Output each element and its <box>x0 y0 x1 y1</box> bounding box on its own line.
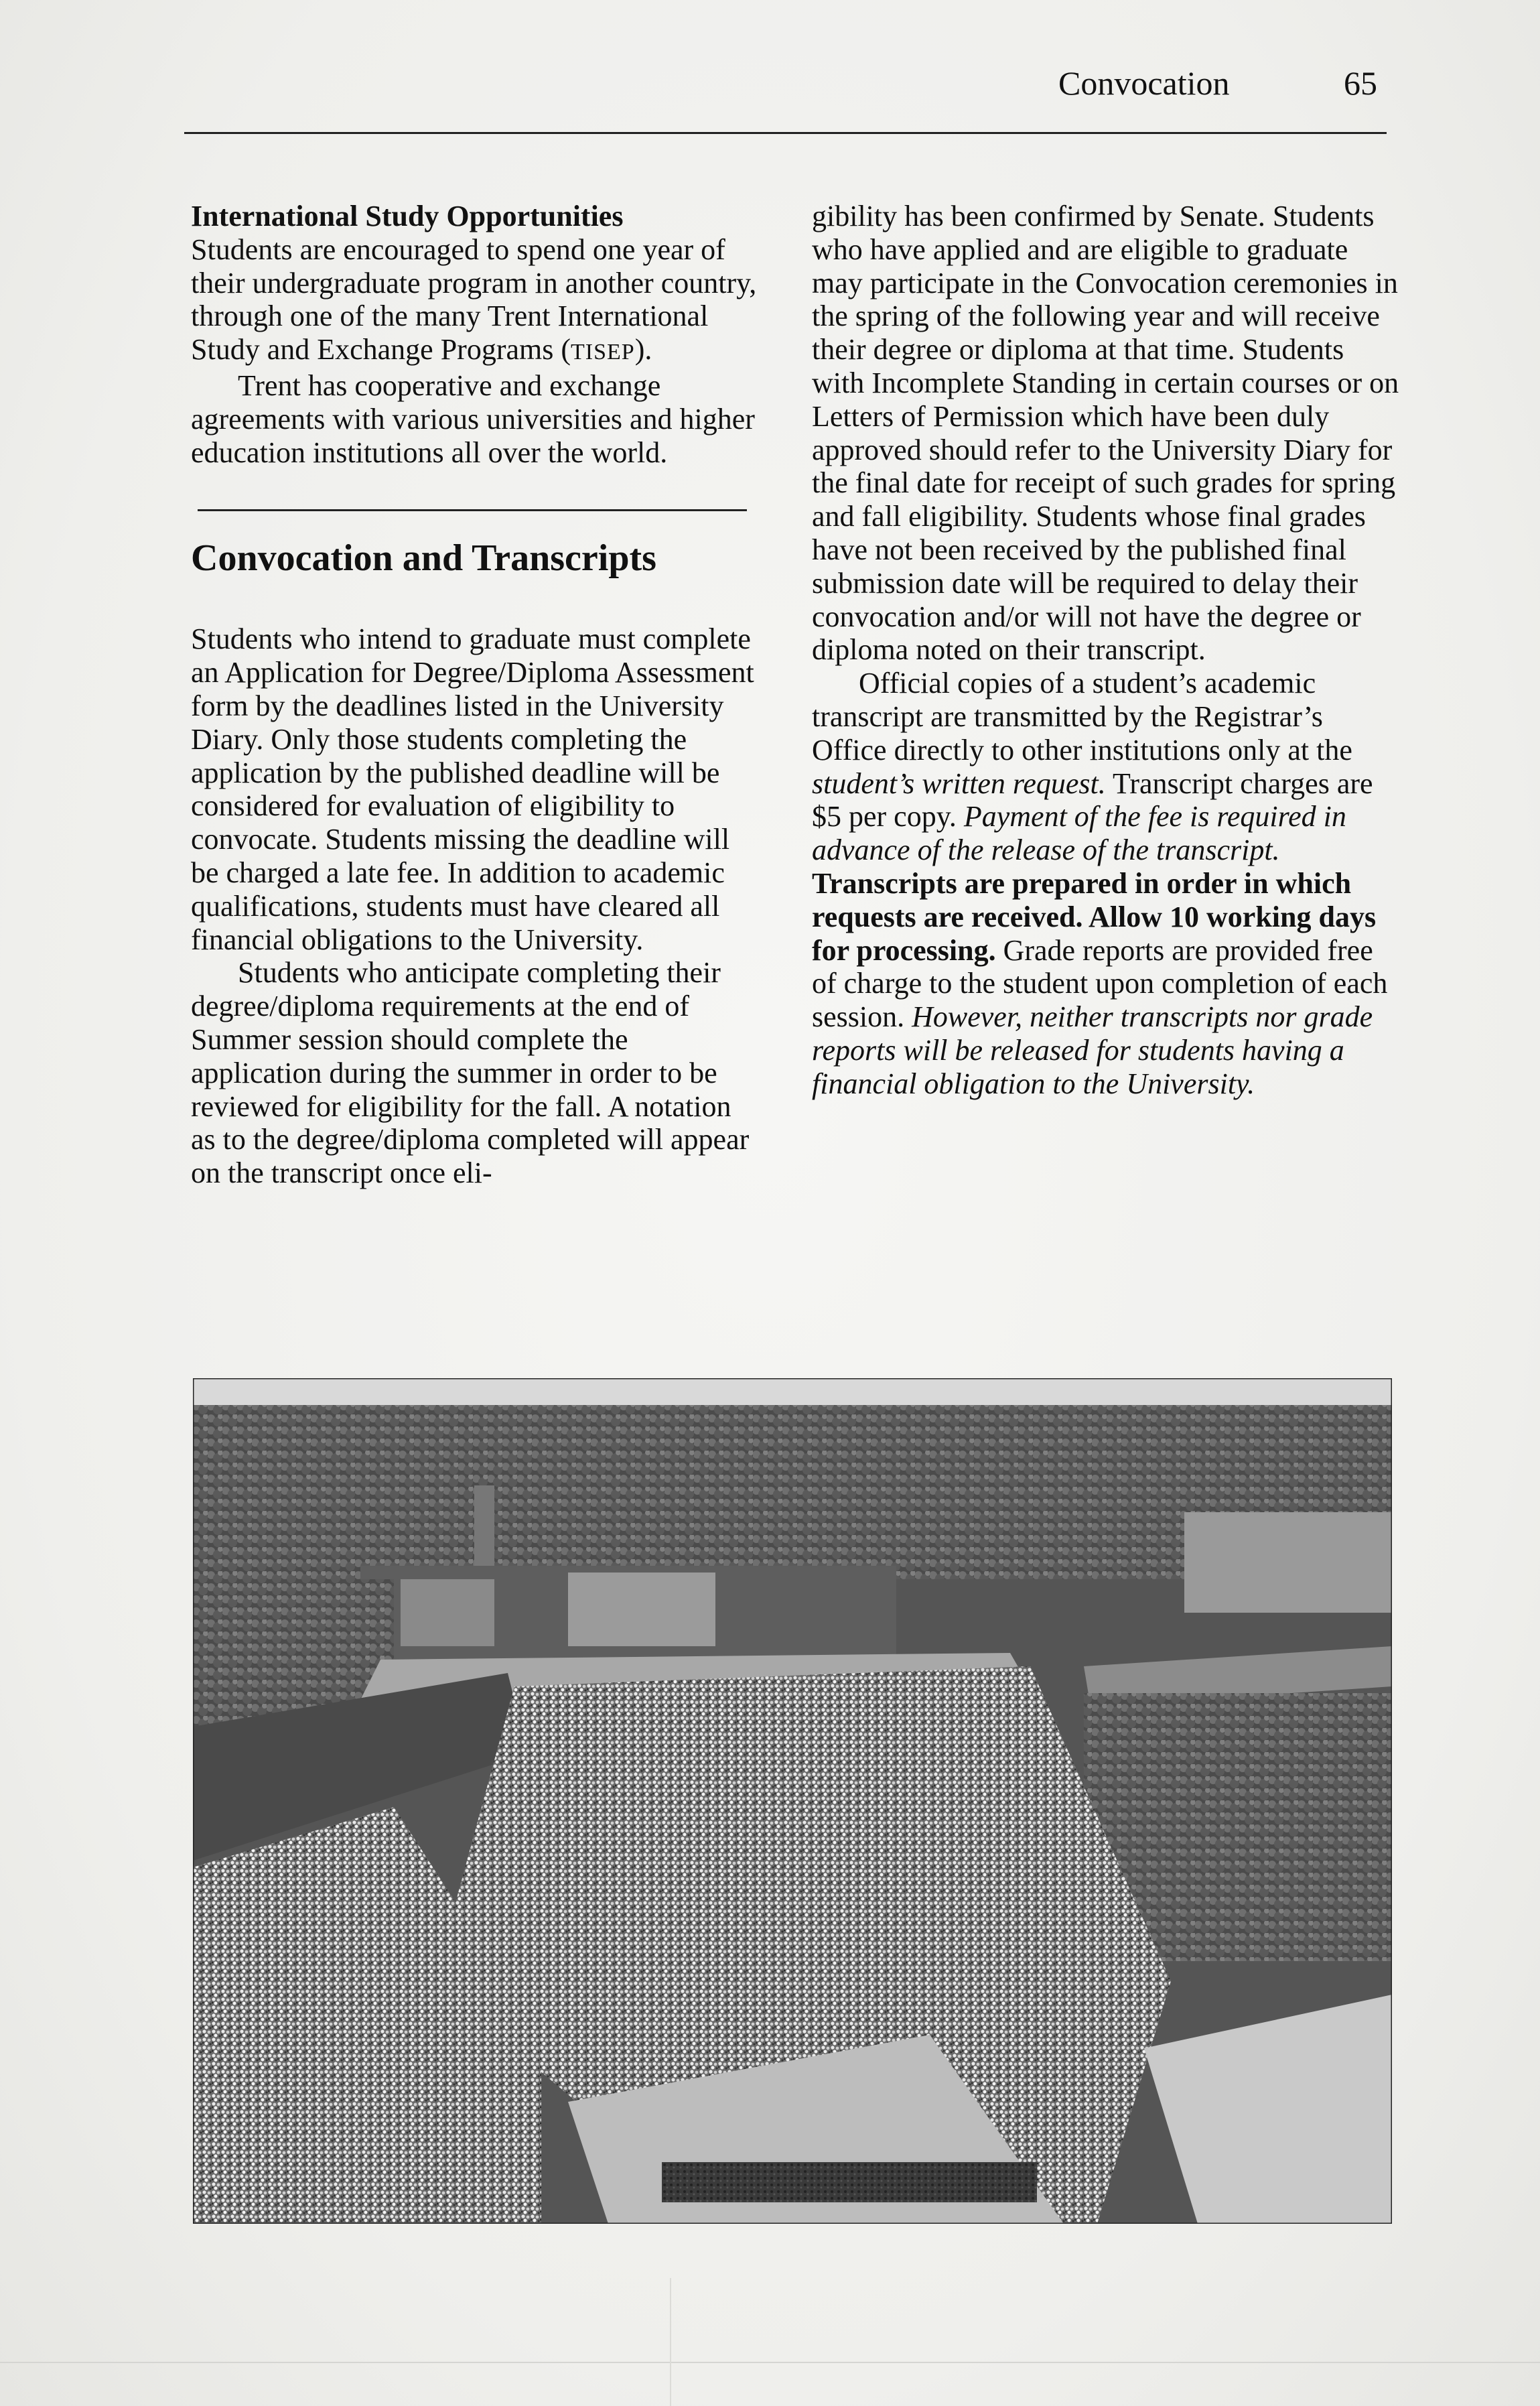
running-head-section: Convocation <box>1058 64 1230 102</box>
transcript-italic-1: student’s written request. <box>812 766 1106 800</box>
eligibility-paragraph: gibility has been confirmed by Senate. Students who have applied and are eligible to graduate may participate in the Convocation ceremonies in the spring of the following year and will receive their degree or diploma at that time. Students with Incomplete Standing in certain courses or on Letters of Permission which have been duly approved should refer to the University Diary for the final date for receipt of such grades for spring and fall eligibility. Students whose final grades have not been received by the published final submission date will be required to delay their convocation and/or will not have the degree or diploma noted on their transcript. <box>812 200 1399 667</box>
intl-study-heading: International Study Opportunities <box>191 200 624 232</box>
intl-para1-close: ). <box>634 333 652 366</box>
left-column <box>191 200 760 1190</box>
transcript-paragraph <box>812 667 1401 1100</box>
transcript-italic-3: However, neither transcripts nor grade reports will be released for students having a financial obligation to the University. <box>812 1000 1373 1100</box>
right-column <box>812 200 1401 1101</box>
transcript-italic-2: Payment of the fee is required in advance of the release of the transcript. <box>812 800 1346 867</box>
convocation-photo <box>193 1378 1392 2224</box>
section-rule <box>198 509 747 511</box>
section-title: Convocation and Transcripts <box>191 537 656 580</box>
transcript-bold: Transcripts are prepared in order in which requests are received. Allow 10 working days for processing. <box>812 866 1377 967</box>
intl-para1-text: Students are encouraged to spend one year of their undergraduate program in another country, through one of the many Trent International Study and Exchange Programs ( <box>191 232 757 366</box>
tisep-acronym: TISEP <box>571 340 635 365</box>
transcript-text-a: Official copies of a student’s academic transcript are transmitted by the Registrar’s Office directly to other institutions only at the <box>812 667 1352 766</box>
scan-gutter-line <box>670 2278 671 2406</box>
intl-study-paragraph-1 <box>191 233 760 369</box>
header-rule <box>184 132 1387 134</box>
convocation-paragraph-1: Students who intend to graduate must complete an Application for Degree/Diploma Assessment form by the deadlines listed in the University Diary. Only those students completing the application by the published deadline will be considered for evaluation of eligibility to convocate. Students missing the deadline will be charged a late fee. In addition to academic qualifications, students must have cleared all financial obligations to the University. <box>191 622 754 956</box>
convocation-paragraph-2: Students who anticipate completing their degree/diploma requirements at the end of Summer session should complete the application during the summer in order to be reviewed for eligibility for the fall. A notation as to the degree/diploma completed will appear on the transcript once eli- <box>191 956 750 1190</box>
page-number: 65 <box>1344 64 1377 102</box>
scan-edge-line <box>0 2362 1540 2363</box>
transcript-text-d: Grade reports are provided free of charge to the student upon completion of each session. <box>812 933 1388 1034</box>
intl-study-paragraph-2: Trent has cooperative and exchange agreements with various universities and higher education institutions all over the world. <box>191 369 755 469</box>
transcript-text-b: Transcript charges are $5 per copy. <box>812 766 1373 833</box>
